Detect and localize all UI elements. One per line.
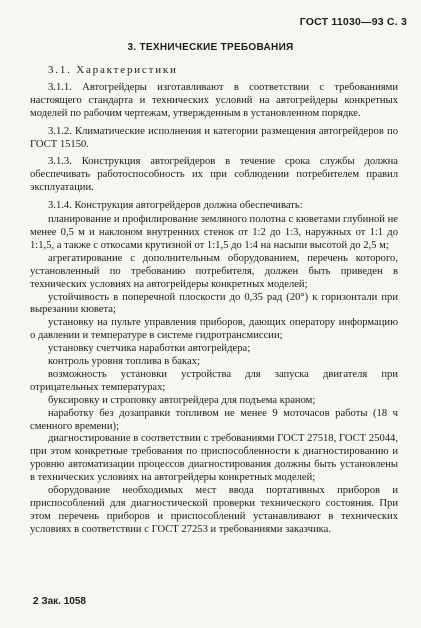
list-item: планирование и профилирование земляного полотна с кюветами глубиной не менее 0,5 м и наклоном внутренних стенок от 1:2 до 1:3, наружных от 1:1 до 1:1,5, а также с откосами крутизной от 1:1,5 до 1:4 на насыпи высотой до 2,5 м; bbox=[30, 214, 398, 251]
list-item: диагностирование в соответствии с требованиями ГОСТ 27518, ГОСТ 25044, при этом конкретные требования по приспособленности к диагностированию и уровню автоматизации процессов диагностирования должны быть установлены в технических условиях на автогрейдеры конкретных моделей; bbox=[30, 433, 398, 484]
list-item: установку на пульте управления приборов, дающих оператору информацию о давлении и температуре в системе гидротрансмиссии; bbox=[30, 317, 398, 342]
list-item: возможность установки устройства для запуска двигателя при отрицательных температурах; bbox=[30, 368, 398, 393]
page-header: ГОСТ 11030—93 С. 3 bbox=[299, 16, 407, 28]
page-footer: 2 Зак. 1058 bbox=[33, 596, 86, 607]
clause-3-1-3: 3.1.3. Конструкция автогрейдеров в течение срока службы должна обеспечивать работоспособность их при соблюдении потребителем правил эксплуатации. bbox=[30, 156, 398, 194]
list-item: агрегатирование с дополнительным оборудованием, перечень которого, установленный по требованию потребителя, должен быть приведен в технических условиях на автогрейдеры конкретных моделей; bbox=[30, 252, 398, 290]
document-body bbox=[30, 64, 398, 537]
list-item: буксировку и строповку автогрейдера для подъема краном; bbox=[48, 394, 316, 406]
list-item: наработку без дозаправки топливом не менее 9 моточасов работы (18 ч сменного времени); bbox=[30, 407, 398, 432]
list-item: устойчивость в поперечной плоскости до 0,35 рад (20°) к горизонтали при вырезании кювета; bbox=[30, 291, 398, 316]
list-item: контроль уровня топлива в баках; bbox=[48, 356, 200, 368]
subsection-heading: 3.1. Характеристики bbox=[48, 64, 178, 76]
clause-3-1-1: 3.1.1. Автогрейдеры изготавливают в соответствии с требованиями настоящего стандарта и технических условий на автогрейдеры конкретных моделей по рабочим чертежам, утвержденным в установленном порядке. bbox=[30, 81, 398, 119]
clause-3-1-2: 3.1.2. Климатические исполнения и категории размещения автогрейдеров по ГОСТ 15150. bbox=[30, 125, 398, 150]
list-item: установку счетчика наработки автогрейдера; bbox=[48, 343, 251, 355]
section-title: 3. ТЕХНИЧЕСКИЕ ТРЕБОВАНИЯ bbox=[127, 42, 294, 53]
clause-3-1-4: 3.1.4. Конструкция автогрейдеров должна обеспечивать: bbox=[48, 200, 303, 212]
list-item: оборудование необходимых мест ввода портативных приборов и приспособлений для диагностической проверки технического состояния. При этом перечень приборов и приспособлений устанавливают в технических условиях в соответствии с ГОСТ 27253 и требованиями заказчика. bbox=[30, 485, 398, 535]
